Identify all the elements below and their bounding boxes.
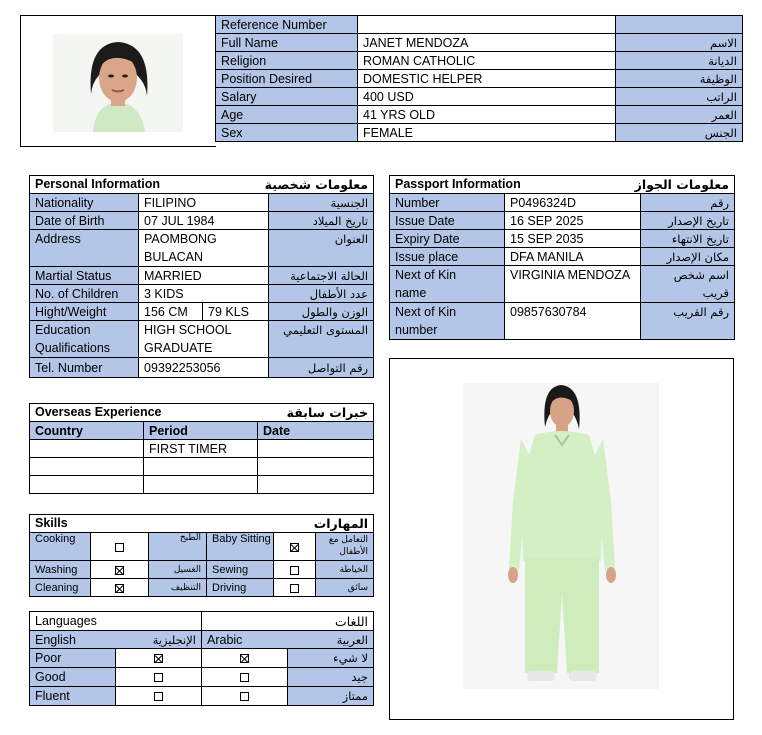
- religion-row: [216, 52, 743, 70]
- salary-value: 400 USD: [358, 88, 616, 106]
- checkbox-checked-icon: [115, 566, 124, 575]
- passport-info-title: Passport Information: [395, 177, 521, 191]
- religion-label: Religion: [216, 52, 358, 70]
- reference-label: Reference Number: [216, 16, 358, 34]
- issue-date-value: 16 SEP 2025: [505, 212, 641, 230]
- kin-name-ar-line2: قريب: [702, 286, 730, 300]
- skills-title-ar: المهارات: [313, 516, 369, 531]
- kin-name-value: VIRGINIA MENDOZA: [505, 266, 641, 303]
- portrait-photo: [53, 34, 183, 132]
- issue-place-label: Issue place: [390, 248, 505, 266]
- education-label: [30, 321, 139, 358]
- checkbox-checked-icon: [290, 543, 299, 552]
- expiry-date-label: Expiry Date: [390, 230, 505, 248]
- poor-label-ar: لا شيء: [288, 649, 374, 668]
- skills-table: [29, 514, 374, 597]
- period-cell: FIRST TIMER: [144, 440, 258, 458]
- passport-number-label-ar: رقم: [641, 194, 735, 212]
- full-name-label: Full Name: [216, 34, 358, 52]
- skill-cooking-label-ar: الطبخ: [149, 533, 207, 561]
- height-value: 156 CM: [139, 303, 203, 321]
- english-label-ar: الإنجليزية: [116, 631, 202, 649]
- skill-cleaning-label: Cleaning: [30, 579, 91, 597]
- personal-info-title: Personal Information: [35, 177, 161, 191]
- dob-label: Date of Birth: [30, 212, 139, 230]
- kin-number-label-ar: رقم القريب: [641, 303, 735, 340]
- checkbox-checked-icon: [115, 584, 124, 593]
- address-line2: BULACAN: [144, 250, 204, 264]
- checkbox-empty-icon: [290, 566, 299, 575]
- period-cell: [144, 476, 258, 494]
- nationality-value: FILIPINO: [139, 194, 269, 212]
- arabic-good-check: [202, 668, 288, 687]
- overseas-header: [30, 404, 374, 422]
- checkbox-empty-icon: [240, 673, 249, 682]
- english-good-check: [116, 668, 202, 687]
- address-line1: PAOMBONG: [144, 232, 217, 246]
- skill-washing-label-ar: الغسيل: [149, 561, 207, 579]
- overseas-table: [29, 403, 374, 494]
- address-value: [139, 230, 269, 267]
- passport-info-header: [390, 176, 735, 194]
- reference-value: [358, 16, 616, 34]
- full-name-row: [216, 34, 743, 52]
- languages-title-ar: اللغات: [202, 612, 374, 631]
- education-line1: HIGH SCHOOL: [144, 323, 232, 337]
- date-cell: [258, 458, 374, 476]
- checkbox-empty-icon: [154, 673, 163, 682]
- position-row: [216, 70, 743, 88]
- country-cell: [30, 476, 144, 494]
- col-date: Date: [258, 422, 374, 440]
- age-value: 41 YRS OLD: [358, 106, 616, 124]
- languages-title: Languages: [30, 612, 202, 631]
- salary-row: [216, 88, 743, 106]
- skill-sewing-check: [274, 561, 316, 579]
- arabic-poor-check: [202, 649, 288, 668]
- skill-driving-label: Driving: [207, 579, 274, 597]
- overseas-title-ar: خبرات سابقة: [286, 405, 369, 420]
- table-row: [30, 458, 374, 476]
- languages-table: [29, 611, 374, 706]
- address-label: Address: [30, 230, 139, 267]
- skills-title: Skills: [35, 516, 68, 530]
- kin-number-label-line1: Next of Kin: [395, 305, 457, 319]
- skill-cooking-check: [91, 533, 149, 561]
- personal-info-table: [29, 175, 374, 378]
- dob-label-ar: تاريخ الميلاد: [269, 212, 374, 230]
- arabic-label: Arabic: [202, 631, 288, 649]
- english-poor-check: [116, 649, 202, 668]
- education-label-line1: Education: [35, 323, 91, 337]
- education-value: [139, 321, 269, 358]
- children-label: No. of Children: [30, 285, 139, 303]
- sex-label-ar: الجنس: [616, 124, 743, 142]
- education-label-ar: المستوى التعليمي: [269, 321, 374, 358]
- skill-baby-ar-line2: الأطفال: [339, 547, 369, 557]
- table-row: [30, 476, 374, 494]
- salary-label-ar: الراتب: [616, 88, 743, 106]
- country-cell: [30, 458, 144, 476]
- skill-baby-label: Baby Sitting: [207, 533, 274, 561]
- checkbox-checked-icon: [240, 654, 249, 663]
- full-body-photo: [463, 383, 659, 689]
- country-cell: [30, 440, 144, 458]
- height-weight-label-ar: الوزن والطول: [269, 303, 374, 321]
- marital-label: Martial Status: [30, 267, 139, 285]
- nationality-label-ar: الجنسية: [269, 194, 374, 212]
- address-label-ar: العنوان: [269, 230, 374, 267]
- reference-row: [216, 16, 743, 34]
- checkbox-empty-icon: [115, 543, 124, 552]
- tel-value: 09392253056: [139, 358, 269, 378]
- sex-row: [216, 124, 743, 142]
- religion-value: ROMAN CATHOLIC: [358, 52, 616, 70]
- expiry-date-label-ar: تاريخ الانتهاء: [641, 230, 735, 248]
- skill-washing-label: Washing: [30, 561, 91, 579]
- skill-cleaning-label-ar: التنظيف: [149, 579, 207, 597]
- marital-label-ar: الحالة الاجتماعية: [269, 267, 374, 285]
- issue-place-value: DFA MANILA: [505, 248, 641, 266]
- skill-washing-check: [91, 561, 149, 579]
- col-country: Country: [30, 422, 144, 440]
- kin-name-label-line1: Next of Kin: [395, 268, 457, 282]
- good-label: Good: [30, 668, 116, 687]
- passport-number-label: Number: [390, 194, 505, 212]
- reference-label-ar: [616, 16, 743, 34]
- kin-number-label-line2: number: [395, 323, 438, 337]
- salary-label: Salary: [216, 88, 358, 106]
- fluent-label-ar: ممتاز: [288, 687, 374, 706]
- personal-info-header: [30, 176, 374, 194]
- kin-name-label-ar: [641, 266, 735, 303]
- full-name-value: JANET MENDOZA: [358, 34, 616, 52]
- overseas-title: Overseas Experience: [35, 405, 162, 419]
- education-label-line2: Qualifications: [35, 341, 111, 355]
- fluent-label: Fluent: [30, 687, 116, 706]
- weight-value: 79 KLS: [203, 303, 269, 321]
- checkbox-empty-icon: [154, 692, 163, 701]
- table-row: [30, 440, 374, 458]
- nationality-label: Nationality: [30, 194, 139, 212]
- skill-baby-label-ar: [316, 533, 374, 561]
- period-cell: [144, 458, 258, 476]
- checkbox-checked-icon: [154, 654, 163, 663]
- sex-value: FEMALE: [358, 124, 616, 142]
- arabic-fluent-check: [202, 687, 288, 706]
- arabic-label-ar: العربية: [288, 631, 374, 649]
- position-label-ar: الوظيفة: [616, 70, 743, 88]
- kin-name-label-line2: name: [395, 286, 427, 300]
- skill-cooking-label: Cooking: [30, 533, 91, 561]
- skill-sewing-label: Sewing: [207, 561, 274, 579]
- passport-info-title-ar: معلومات الجواز: [634, 177, 730, 192]
- religion-label-ar: الديانة: [616, 52, 743, 70]
- tel-label: Tel. Number: [30, 358, 139, 378]
- good-label-ar: جيد: [288, 668, 374, 687]
- col-period: Period: [144, 422, 258, 440]
- children-value: 3 KIDS: [139, 285, 269, 303]
- skill-driving-label-ar: سائق: [316, 579, 374, 597]
- children-label-ar: عدد الأطفال: [269, 285, 374, 303]
- english-label: English: [30, 631, 116, 649]
- passport-info-table: [389, 175, 735, 340]
- age-label-ar: العمر: [616, 106, 743, 124]
- date-cell: [258, 476, 374, 494]
- issue-place-label-ar: مكان الإصدار: [641, 248, 735, 266]
- height-weight-label: Hight/Weight: [30, 303, 139, 321]
- kin-name-label: [390, 266, 505, 303]
- skill-baby-ar-line1: التعامل مع: [328, 535, 369, 545]
- sex-label: Sex: [216, 124, 358, 142]
- full-name-label-ar: الاسم: [616, 34, 743, 52]
- skill-sewing-label-ar: الخياطة: [316, 561, 374, 579]
- age-label: Age: [216, 106, 358, 124]
- kin-name-ar-line1: اسم شخص: [673, 268, 730, 282]
- checkbox-empty-icon: [290, 584, 299, 593]
- header-table: [215, 15, 743, 142]
- issue-date-label: Issue Date: [390, 212, 505, 230]
- header-photo-frame: [20, 15, 216, 147]
- skill-baby-check: [274, 533, 316, 561]
- expiry-date-value: 15 SEP 2035: [505, 230, 641, 248]
- position-value: DOMESTIC HELPER: [358, 70, 616, 88]
- tel-label-ar: رقم التواصل: [269, 358, 374, 378]
- issue-date-label-ar: تاريخ الإصدار: [641, 212, 735, 230]
- poor-label: Poor: [30, 649, 116, 668]
- passport-number-value: P0496324D: [505, 194, 641, 212]
- full-body-photo-frame: [389, 358, 734, 720]
- skills-header: [30, 515, 374, 533]
- skill-driving-check: [274, 579, 316, 597]
- date-cell: [258, 440, 374, 458]
- education-line2: GRADUATE: [144, 341, 213, 355]
- skill-cleaning-check: [91, 579, 149, 597]
- kin-number-label: [390, 303, 505, 340]
- personal-info-title-ar: معلومات شخصية: [264, 177, 369, 192]
- english-fluent-check: [116, 687, 202, 706]
- checkbox-empty-icon: [240, 692, 249, 701]
- marital-value: MARRIED: [139, 267, 269, 285]
- dob-value: 07 JUL 1984: [139, 212, 269, 230]
- kin-number-value: 09857630784: [505, 303, 641, 340]
- position-label: Position Desired: [216, 70, 358, 88]
- age-row: [216, 106, 743, 124]
